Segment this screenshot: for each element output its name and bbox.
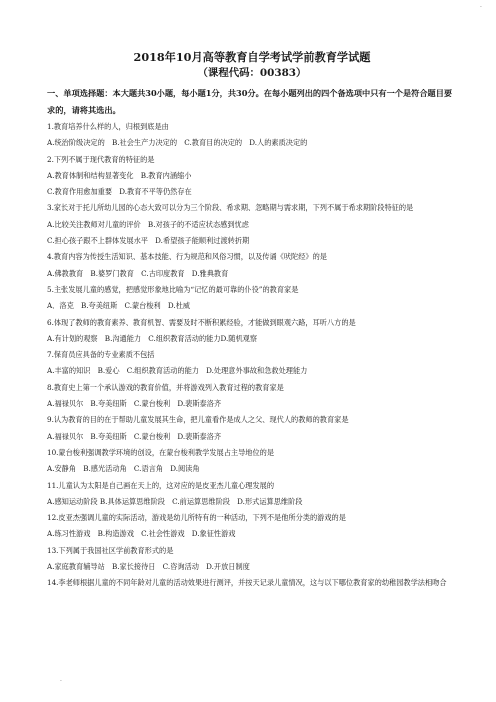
question-line: 10.蒙台梭利强调教学环境的创设，在蒙台梭利教学发展占主导地位的是 <box>47 447 275 457</box>
options-line: A.福禄贝尔 B.夸美纽斯 C.蒙台梭利 D.裴斯泰洛齐 <box>47 431 222 441</box>
question-line: 14.李老师根据儿童的不同年龄对儿童的活动效果进行测评，并按天记录儿童情况，这与以下哪位教育家的幼稚园教学法相吻合 <box>47 578 447 588</box>
options-line: A.教育体制和结构显著变化 B.教育内涵缩小 <box>47 170 192 180</box>
question-line: 12.皮亚杰强调儿童的实际活动，游戏是幼儿所特有的一种活动，下列不是他所分类的游戏的是 <box>47 513 346 523</box>
question-line: 3.家长对于托儿所幼儿园的心态大致可以分为三个阶段、希求期、忽略期与需求期，下列不属于希求期阶段特征的是 <box>47 203 414 213</box>
exam-title: 2018年10月高等教育自学考试学前教育学试题 <box>133 50 371 64</box>
options-line: C.教育作用愈加重要 D.教育不平等仍然存在 <box>47 187 192 197</box>
options-line: A.比较关注教师对儿童的评价 B.对孩子的不适应状态感到忧虑 <box>47 219 249 229</box>
options-line: A.丰富的知识 B.爱心 C.组织教育活动的能力 D.处理意外事故和急救处理能力 <box>47 366 308 376</box>
options-line: A．洛克 B.夸美纽斯 C.蒙台梭利 D.杜威 <box>47 301 191 311</box>
question-line: 9.认为教育的目的在于帮助儿童发展其生命，把儿童看作是成人之父、现代人的教师的教育家是 <box>47 415 349 425</box>
question-line: 7.保育员应具备的专业素质不包括 <box>47 350 155 360</box>
options-line: A.家庭教育辅导站 B.家长接待日 C.咨询活动 D.开放日制度 <box>47 562 250 572</box>
exam-course-code: （课程代码：00383） <box>197 67 307 79</box>
options-line: A.福禄贝尔 B.夸美纽斯 C.蒙台梭利 D.裴斯泰洛齐 <box>47 399 222 409</box>
question-line: 4.教育内容为传授生活知识、基本技能、行为规范和风俗习惯，以及传诵《吠陀经》的是 <box>47 252 327 262</box>
question-line: 5.主张发展儿童的感觉，把感觉形象地比喻为“记忆的最可靠的仆役”的教育家是 <box>47 284 299 294</box>
section-instructions: 一、单项选择题：本大题共30小题，每小题1分，共30分。在每小题列出的四个备选项中只有一个是符合题目要求的，请将其选出。 <box>47 88 453 115</box>
options-line: A.佛教教育 B.婆罗门教育 C.古印度教育 D.雅典教育 <box>47 268 229 278</box>
options-line: A.感知运动阶段 B.具体运算思维阶段 C.前运算思维阶段 D.形式运算思维阶段 <box>47 496 303 506</box>
options-line: A.安静角 B.感光活动角 C.语言角 D.阅读角 <box>47 464 200 474</box>
question-line: 11.儿童认为太阳是自己画在天上的，这对应的是皮亚杰儿童心理发展的 <box>47 480 275 490</box>
question-line: 2.下列不属于现代教育的特征的是 <box>47 154 155 164</box>
question-line: 1.教育培养什么样的人，归根到底是由 <box>47 122 169 131</box>
options-line: A.统治阶级决定的 B.社会生产力决定的 C.教育目的决定的 D.人的素质决定的 <box>47 138 308 148</box>
options-line: A.练习性游戏 B.构造游戏 C.社会性游戏 D.象征性游戏 <box>47 529 236 539</box>
question-line: 13.下列属于我国社区学前教育形式的是 <box>47 545 174 555</box>
options-line: C.担心孩子跟不上群体发展水平 D.希望孩子能顺利过渡转折期 <box>47 236 250 246</box>
options-line: A.有计划的观察 B.沟通能力 C.组织教育活动的能力D.随机观察 <box>47 333 258 343</box>
question-line: 8.教育史上第一个承认游戏的教育价值，并将游戏列入教育过程的教育家是 <box>47 382 284 392</box>
question-line: 6.体现了教师的教育素养、教育机智、需要及时不断积累经验，才能做到眼观六路，耳听八方的是 <box>47 317 356 327</box>
page-mark-bottom: · <box>60 678 62 685</box>
exam-document <box>47 50 457 592</box>
page-mark-top: · <box>480 4 482 11</box>
